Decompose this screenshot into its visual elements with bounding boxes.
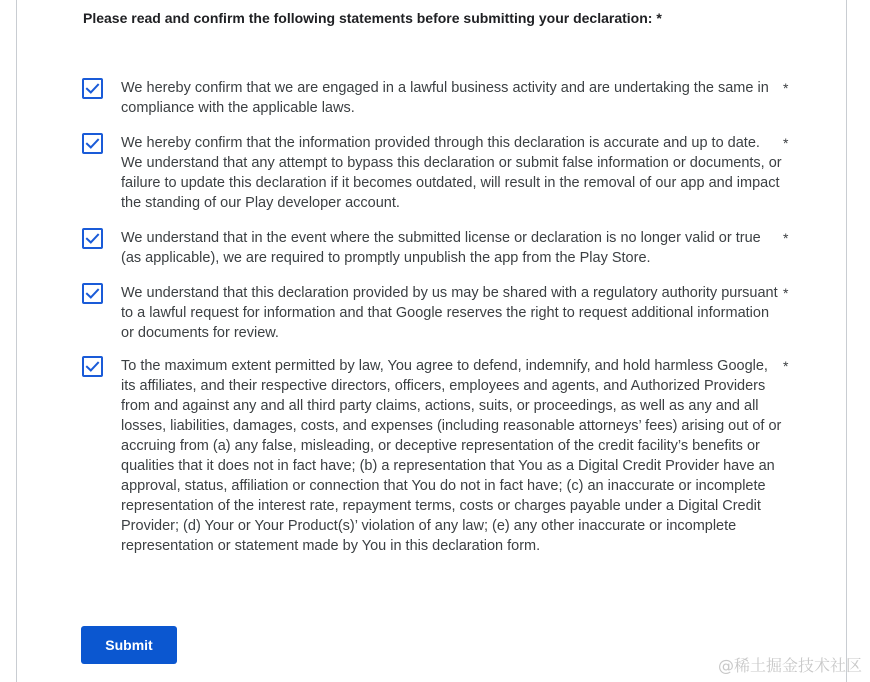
checkmark-icon bbox=[85, 231, 100, 246]
required-marker: * bbox=[783, 230, 789, 246]
required-marker: * bbox=[783, 285, 789, 301]
required-marker: * bbox=[783, 358, 789, 374]
statement-text-2: We hereby confirm that the information provided through this declaration is accurate and up to date. We understand that any attempt to bypass this declaration or submit false information or documents, or failure to update this declaration if it becomes outdated, will result in the removal of our app and impact the standing of our Play developer account. bbox=[121, 135, 782, 211]
watermark: @稀土掘金技术社区 bbox=[717, 656, 862, 675]
checkmark-icon bbox=[85, 81, 100, 96]
statement-checkbox-4[interactable] bbox=[82, 283, 103, 304]
statement-text-4: We understand that this declaration provided by us may be shared with a regulatory authority pursuant to a lawful request for information and that Google reserves the right to request additional information or documents for review. bbox=[121, 285, 778, 341]
submit-button[interactable]: Submit bbox=[81, 626, 177, 664]
required-marker: * bbox=[783, 80, 789, 96]
required-marker: * bbox=[783, 135, 789, 151]
statement-text-3: We understand that in the event where the submitted license or declaration is no longer valid or true (as applicable), we are required to promptly unpublish the app from the Play Store. bbox=[121, 230, 761, 266]
checkmark-icon bbox=[85, 286, 100, 301]
checkmark-icon bbox=[85, 359, 100, 374]
statement-checkbox-3[interactable] bbox=[82, 228, 103, 249]
declaration-heading: Please read and confirm the following statements before submitting your declaration: * bbox=[83, 10, 662, 26]
statement-checkbox-1[interactable] bbox=[82, 78, 103, 99]
statement-checkbox-2[interactable] bbox=[82, 133, 103, 154]
statement-text-1: We hereby confirm that we are engaged in a lawful business activity and are undertaking the same in compliance with the applicable laws. bbox=[121, 80, 769, 116]
statement-checkbox-5[interactable] bbox=[82, 356, 103, 377]
statement-text-5: To the maximum extent permitted by law, You agree to defend, indemnify, and hold harmless Google, its affiliates, and their respective directors, officers, employees and agents, and Authorized Providers from and against any and all third party claims, actions, suits, or proceedings, as well as any and all losses, liabilities, damages, costs, and expenses (including reasonable attorneys’ fees) arising out of or accruing from (a) any false, misleading, or deceptive representation of the credit facility’s benefits or qualities that it does not in fact have; (b) a representation that You as a Digital Credit Provider have an approval, status, affiliation or connection that You do not in fact have; (c) an inaccurate or incomplete representation of the interest rate, repayment terms, costs or charges payable under a Digital Credit Provider; (d) Your or Your Product(s)’ violation of any law; (e) any other inaccurate or incomplete representation or statement made by You in this declaration form. bbox=[121, 358, 782, 554]
checkmark-icon bbox=[85, 136, 100, 151]
